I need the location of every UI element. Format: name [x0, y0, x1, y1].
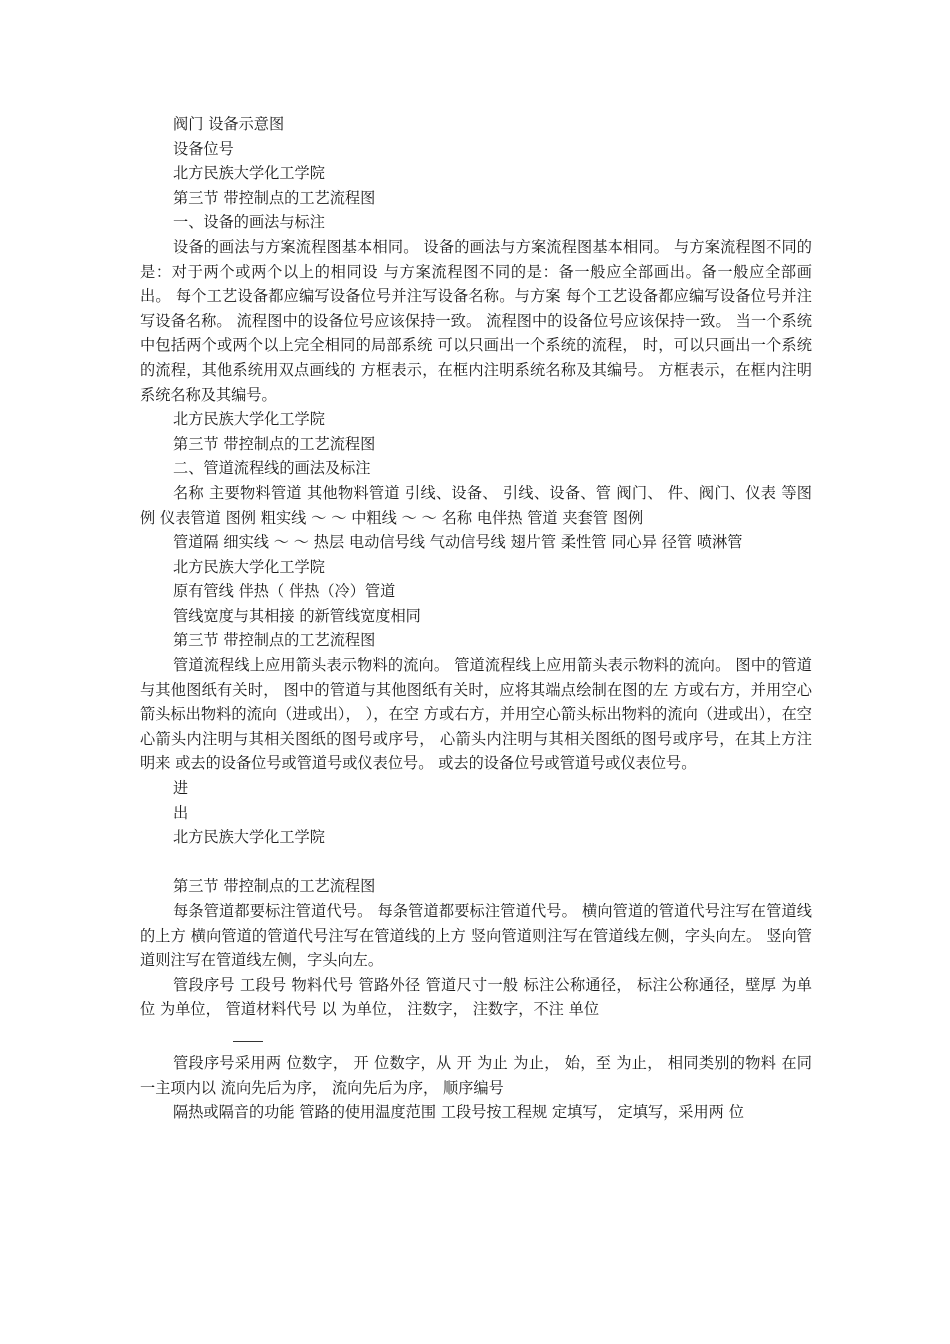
- text-line: 管线宽度与其相接 的新管线宽度相同: [173, 606, 421, 625]
- paragraph: 设备的画法与方案流程图基本相同。 设备的画法与方案流程图基本相同。 与方案流程图不同的是：对于两个或两个以上的相同设 与方案流程图不同的是：备一般应全部画出。备一般应全部画出。 每个工艺设备都应编写设备位号并注写设备名称。与方案 每个工艺设备都应编写设备位号并注写设备名称。 流程图中的设备位号应该保持一致。 流程图中的设备位号应该保持一致。 当一个系统中包括两个或两个以上完全相同的局部系统 可以只画出一个系统的流程， 时，可以只画出一个系统的流程，其他系统用双点画线的 方框表示，在框内注明系统名称及其编号。 方框表示，在框内注明系统名称及其编号。: [140, 237, 812, 404]
- paragraph: 管段序号 工段号 物料代号 管路外径 管道尺寸一般 标注公称通径， 标注公称通径，壁厚 为单位 为单位， 管道材料代号 以 为单位， 注数字， 注数字，不注 单位: [140, 975, 812, 1019]
- subsection-heading: 一、设备的画法与标注: [173, 213, 325, 232]
- subsection-heading: 二、管道流程线的画法及标注: [173, 459, 371, 478]
- section-heading: 第三节 带控制点的工艺流程图: [173, 631, 376, 650]
- paragraph: 隔热或隔音的功能 管路的使用温度范围 工段号按工程规 定填写， 定填写，采用两 位: [173, 1103, 744, 1122]
- text-line: 北方民族大学化工学院: [173, 164, 325, 183]
- paragraph: 每条管道都要标注管道代号。 每条管道都要标注管道代号。 横向管道的管道代号注写在管道线的上方 横向管道的管道代号注写在管道线的上方 竖向管道则注写在管道线左侧，字头向左。 竖向管道则注写在管道线左侧，字头向左。: [140, 902, 812, 970]
- text-line: 原有管线 伴热（ 伴热（冷）管道: [173, 582, 396, 601]
- text-line: 北方民族大学化工学院: [173, 557, 325, 576]
- paragraph: 名称 主要物料管道 其他物料管道 引线、设备、 引线、设备、管 阀门、 件、阀门、仪表 等图例 仪表管道 图例 粗实线 ～ ～ 中粗线 ～ ～ 名称 电伴热 管道 夹套管 图例: [140, 483, 812, 527]
- paragraph: 管道隔 细实线 ～ ～ 热层 电动信号线 气动信号线 翅片管 柔性管 同心异 径管 喷淋管: [173, 533, 743, 552]
- paragraph: 管段序号采用两 位数字， 开 位数字，从 开 为止 为止， 始，至 为止， 相同类别的物料 在同一主项内以 流向先后为序， 流向先后为序， 顺序编号: [140, 1053, 812, 1097]
- horizontal-rule: [233, 1022, 263, 1042]
- text-line: 进: [173, 779, 189, 798]
- paragraph: 管道流程线上应用箭头表示物料的流向。 管道流程线上应用箭头表示物料的流向。 图中的管道与其他图纸有关时， 图中的管道与其他图纸有关时，应将其端点绘制在图的左 方或右方，并用空心箭头标出物料的流向（进或出）， ），在空 方或右方，并用空心箭头标出物料的流向（进或出），在空 心箭头内注明与其相关图纸的图号或序号， 心箭头内注明与其相关图纸的图号或序号，在其上方注明来 或去的设备位号或管道号或仪表位号。 或去的设备位号或管道号或仪表位号。: [140, 656, 812, 773]
- text-line: 设备位号: [173, 139, 234, 158]
- text-line: 北方民族大学化工学院: [173, 410, 325, 429]
- section-heading: 第三节 带控制点的工艺流程图: [173, 434, 376, 453]
- text-line: 北方民族大学化工学院: [173, 828, 325, 847]
- text-line: 阀门 设备示意图: [173, 115, 285, 133]
- section-heading: 第三节 带控制点的工艺流程图: [173, 188, 376, 207]
- section-heading: 第三节 带控制点的工艺流程图: [173, 877, 376, 896]
- document-page: [140, 112, 812, 1125]
- text-line: 出: [173, 803, 189, 822]
- blank-line: [140, 850, 812, 875]
